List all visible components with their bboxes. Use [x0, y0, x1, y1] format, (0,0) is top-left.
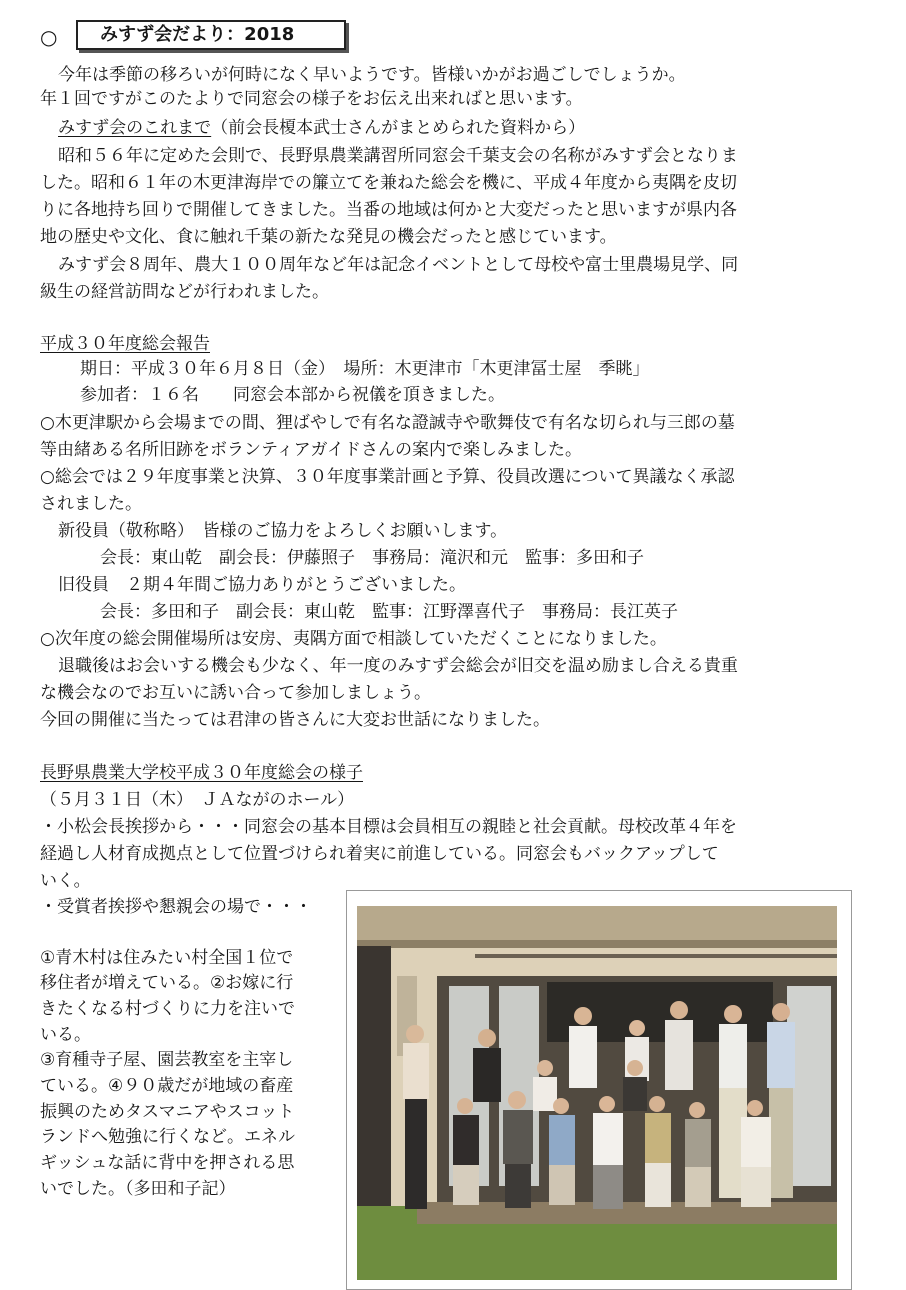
- history-heading-note: （前会長榎本武士さんがまとめられた資料から）: [211, 118, 586, 138]
- title-circle-mark: ○: [40, 25, 58, 49]
- report-line: ○次年度の総会開催場所は安房、夷隅方面で相談していただくことになりました。: [40, 629, 667, 649]
- school-line: 経過し人材育成拠点として位置づけられ着実に前進している。同窓会もバックアップして: [40, 844, 719, 864]
- report-line: ○木更津駅から会場までの間、狸ばやしで有名な證誠寺や歌舞伎で有名な切られ与三郎の墓: [40, 413, 735, 433]
- intro-line: 今年は季節の移ろいが何時になく早いようです。皆様いかがお過ごしでしょうか。: [58, 65, 686, 85]
- history-heading-row: [58, 117, 585, 141]
- report-line: ○総会では２９年度事業と決算、３０年度事業計画と予算、役員改選について異議なく承認: [40, 467, 735, 487]
- school-line: いく。: [40, 871, 91, 891]
- report-line: 今回の開催に当たっては君津の皆さんに大変お世話になりました。: [40, 710, 550, 730]
- school-line: ①青木村は住みたい村全国１位で: [40, 948, 294, 968]
- group-photo-icon: [357, 906, 837, 1280]
- school-line: ③育種寺子屋、園芸教室を主宰し: [40, 1050, 294, 1070]
- school-line: 移住者が増えている。②お嫁に行: [40, 973, 294, 993]
- new-officers-heading: 新役員（敬称略） 皆様のご協力をよろしくお願いします。: [58, 521, 508, 541]
- newsletter-title: みすず会だより：2018: [76, 20, 346, 50]
- history-line: 級生の経営訪問などが行われました。: [40, 282, 329, 302]
- school-heading: 長野県農業大学校平成３０年度総会の様子: [40, 763, 363, 783]
- school-line: 振興のためタスマニアやスコット: [40, 1102, 295, 1122]
- school-line: ランドへ勉強に行くなど。エネル: [40, 1127, 295, 1147]
- history-heading: みすず会のこれまで: [58, 118, 212, 138]
- school-line: ・小松会長挨拶から・・・同窓会の基本目標は会員相互の親睦と社会貢献。母校改革４年を: [40, 817, 737, 837]
- school-line: いる。: [40, 1025, 91, 1045]
- report-line: 退職後はお会いする機会も少なく、年一度のみすず会総会が旧交を温め励まし合える貴重: [58, 656, 738, 676]
- new-officers-list: 会長：東山乾 副会長：伊藤照子 事務局：滝沢和元 監事：多田和子: [100, 548, 644, 568]
- report-date-line: 期日：平成３０年６月８日（金） 場所：木更津市「木更津冨士屋 季眺」: [80, 359, 650, 379]
- former-officers-heading: 旧役員 ２期４年間ご協力ありがとうございました。: [58, 575, 466, 595]
- history-line: した。昭和６１年の木更津海岸での簾立てを兼ねた総会を機に、平成４年度から夷隅を皮切: [40, 173, 737, 193]
- school-line: ている。④９０歳だが地域の畜産: [40, 1076, 294, 1096]
- intro-line: 年１回ですがこのたよりで同窓会の様子をお伝え出来ればと思います。: [40, 89, 583, 109]
- group-photo: [357, 906, 837, 1280]
- school-line: ・受賞者挨拶や懇親会の場で・・・: [40, 897, 312, 917]
- school-line: ギッシュな話に背中を押される思: [40, 1153, 295, 1173]
- report-line: な機会なのでお互いに誘い合って参加しましょう。: [40, 683, 431, 703]
- report-heading: 平成３０年度総会報告: [40, 334, 210, 354]
- school-line: きたくなる村づくりに力を注いで: [40, 999, 295, 1019]
- history-line: りに各地持ち回りで開催してきました。当番の地域は何かと大変だったと思いますが県内各: [40, 200, 737, 220]
- report-line: 等由緒ある名所旧跡をボランティアガイドさんの案内で楽しみました。: [40, 440, 582, 460]
- history-line: 地の歴史や文化、食に触れ千葉の新たな発見の機会だったと感じています。: [40, 227, 617, 247]
- history-line: 昭和５６年に定めた会則で、長野県農業講習所同窓会千葉支会の名称がみすず会となりま: [58, 146, 738, 166]
- former-officers-list: 会長：多田和子 副会長：東山乾 監事：江野澤喜代子 事務局：長江英子: [100, 602, 678, 622]
- history-line: みすず会８周年、農大１００周年など年は記念イベントとして母校や富士里農場見学、同: [58, 255, 739, 275]
- school-line: いでした。（多田和子記）: [40, 1179, 236, 1199]
- school-meeting-date: （５月３１日（木） ＪＡながのホール）: [40, 790, 355, 810]
- report-attendees-line: 参加者：１６名 同窓会本部から祝儀を頂きました。: [80, 385, 505, 405]
- report-line: されました。: [40, 494, 142, 514]
